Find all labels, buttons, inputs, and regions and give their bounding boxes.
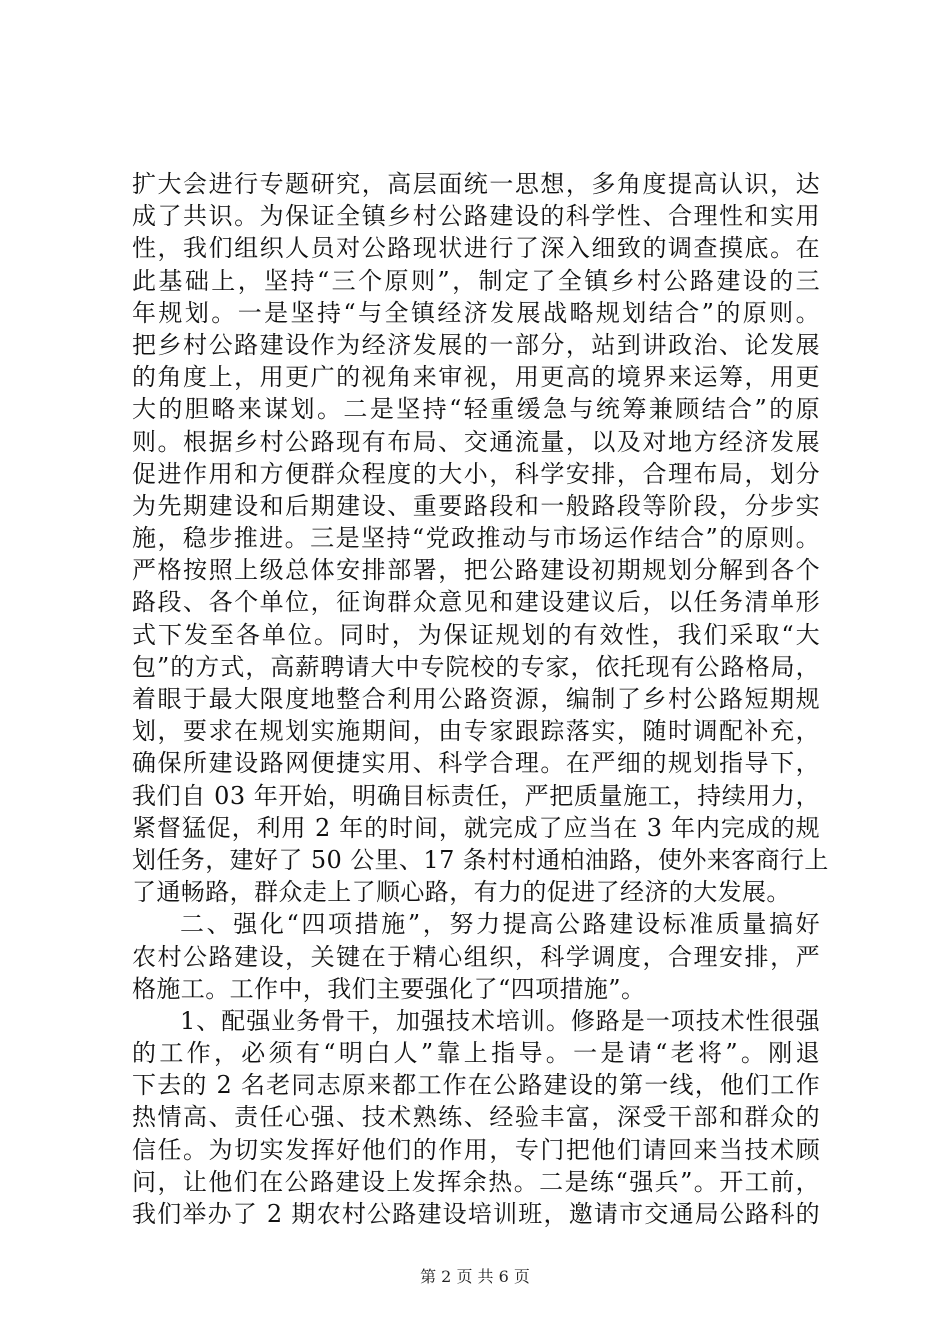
text-line: 施，稳步推进。三是坚持“党政推动与市场运作结合”的原则。 <box>132 524 820 553</box>
text-line: 扩大会进行专题研究，高层面统一思想，多角度提高认识，达 <box>132 170 820 198</box>
text-line: 二、强化“四项措施”，努力提高公路建设标准质量搞好 <box>180 910 820 939</box>
text-line: 大的胆略来谋划。二是坚持“轻重缓急与统筹兼顾结合”的原 <box>132 395 820 424</box>
text-line: 信任。为切实发挥好他们的作用，专门把他们请回来当技术顾 <box>132 1135 820 1164</box>
text-line: 的工作，必须有“明白人”靠上指导。一是请“老将”。刚退 <box>132 1039 820 1068</box>
text-line: 我们举办了 2 期农村公路建设培训班，邀请市交通局公路科的 <box>132 1200 820 1228</box>
text-line: 的角度上，用更广的视角来审视，用更高的境界来运筹，用更 <box>132 363 820 392</box>
paragraph-1 <box>132 168 829 908</box>
text-line: 下去的 2 名老同志原来都工作在公路建设的第一线，他们工作 <box>132 1071 820 1100</box>
text-line: 为先期建设和后期建设、重要路段和一般路段等阶段，分步实 <box>132 491 820 520</box>
paragraph-2 <box>132 908 820 1005</box>
text-line: 年规划。一是坚持“与全镇经济发展战略规划结合”的原则。 <box>132 298 820 327</box>
text-line: 性，我们组织人员对公路现状进行了深入细致的调查摸底。在 <box>132 234 820 263</box>
text-line: 1、配强业务骨干，加强技术培训。修路是一项技术性很强 <box>180 1006 820 1035</box>
text-line: 着眼于最大限度地整合利用公路资源，编制了乡村公路短期规 <box>132 685 820 713</box>
text-line: 则。根据乡村公路现有布局、交通流量，以及对地方经济发展 <box>132 427 820 456</box>
text-line: 把乡村公路建设作为经济发展的一部分，站到讲政治、论发展 <box>132 330 820 359</box>
text-line: 问，让他们在公路建设上发挥余热。二是练“强兵”。开工前， <box>132 1167 820 1196</box>
text-line: 成了共识。为保证全镇乡村公路建设的科学性、合理性和实用 <box>132 202 820 231</box>
text-line: 划任务，建好了 50 公里、17 条村村通柏油路，使外来客商行上 <box>132 845 829 874</box>
text-line: 我们自 03 年开始，明确目标责任，严把质量施工，持续用力， <box>132 781 820 810</box>
text-line: 此基础上，坚持“三个原则”，制定了全镇乡村公路建设的三 <box>132 266 820 295</box>
document-body <box>132 168 829 1230</box>
text-line: 确保所建设路网便捷实用、科学合理。在严细的规划指导下， <box>132 749 820 778</box>
text-line: 严格按照上级总体安排部署，把公路建设初期规划分解到各个 <box>132 556 820 585</box>
text-line: 紧督猛促，利用 2 年的时间，就完成了应当在 3 年内完成的规 <box>132 813 820 842</box>
paragraph-3 <box>132 1005 820 1230</box>
text-line: 促进作用和方便群众程度的大小，科学安排，合理布局，划分 <box>132 459 820 488</box>
text-line: 热情高、责任心强、技术熟练、经验丰富，深受干部和群众的 <box>132 1103 820 1132</box>
text-line: 路段、各个单位，征询群众意见和建设建议后，以任务清单形 <box>132 588 820 617</box>
text-line: 农村公路建设，关键在于精心组织，科学调度，合理安排，严 <box>132 942 820 971</box>
text-line: 包”的方式，高薪聘请大中专院校的专家，依托现有公路格局， <box>132 652 820 681</box>
text-line: 格施工。工作中，我们主要强化了“四项措施”。 <box>132 974 646 1003</box>
page-footer: 第 2 页 共 6 页 <box>420 1267 530 1286</box>
text-line: 式下发至各单位。同时，为保证规划的有效性，我们采取“大 <box>132 620 820 649</box>
text-line: 了通畅路，群众走上了顺心路，有力的促进了经济的大发展。 <box>132 878 791 907</box>
text-line: 划，要求在规划实施期间，由专家跟踪落实，随时调配补充， <box>132 717 820 746</box>
